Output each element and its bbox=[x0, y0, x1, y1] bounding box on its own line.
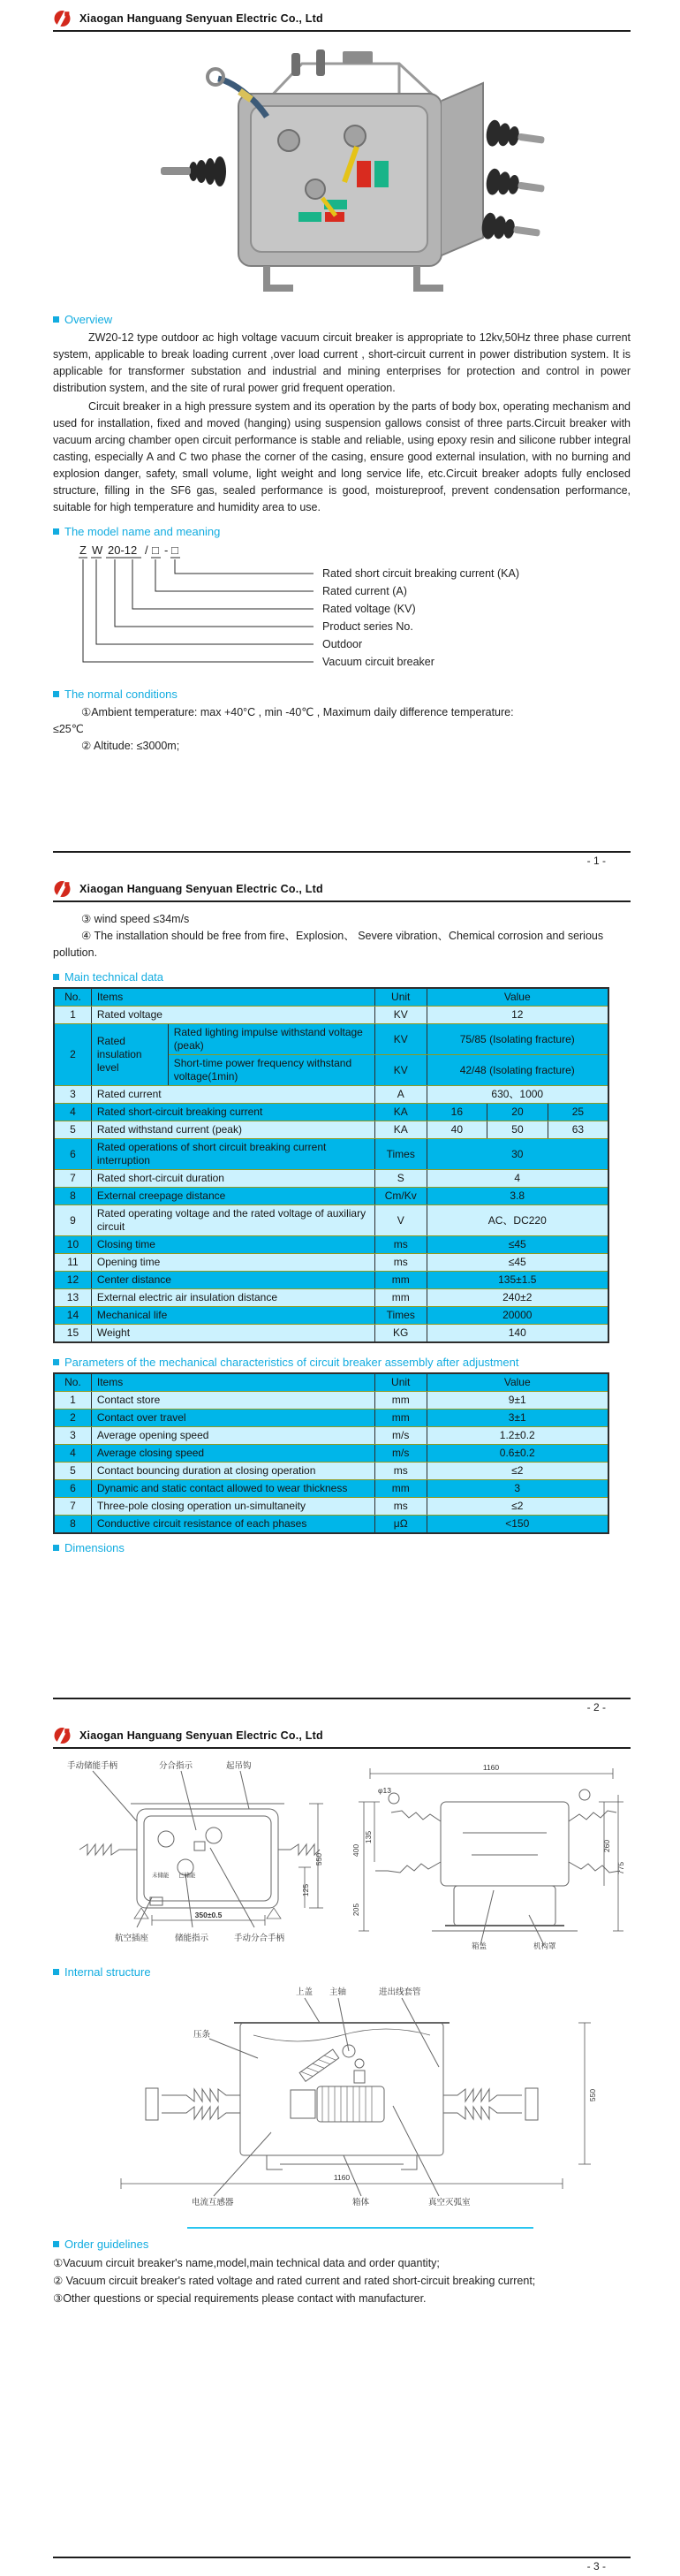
condition-1: ①Ambient temperature: max +40°C , min -40℃ , Maximum daily difference temperature: bbox=[81, 706, 514, 718]
dim-205: 205 bbox=[351, 1903, 360, 1917]
label-main-shaft: 主轴 bbox=[329, 1987, 347, 1997]
model-code-slash: / bbox=[145, 543, 148, 557]
section-heading-model bbox=[53, 525, 631, 538]
bullet-square-icon bbox=[53, 316, 59, 323]
table-row: 7 Rated short-circuit duration S 4 bbox=[54, 1170, 608, 1188]
bullet-square-icon bbox=[53, 974, 59, 980]
table-row: 12 Center distance mm 135±1.5 bbox=[54, 1272, 608, 1289]
tag-charged: 已储能 bbox=[178, 1873, 196, 1879]
table-row: 8 External creepage distance Cm/Kv 3.8 bbox=[54, 1188, 608, 1205]
overview-paragraph-2: Circuit breaker in a high pressure system and its operation by the parts of body box, operating mechanism and used for installation, fixed and moved (hanging) using suspension gallows consist of three parts.Circuit breaker with vacuum arcing chamber open circuit performance is stable and reliable, using epoxy resin and silicone rubber integral casting, especially A and C two phase the corner of the casing, ensure good external insulation, with no burning and explosion danger, safety, small volume, light weight and long service life, etc.Circuit breaker adopts fully enclosed structure, filling in the SF6 gas, sealed performance is good, moistureproof, prevent condensation performance, suitable for high temperature and humidity area to use. bbox=[53, 400, 631, 513]
technical-data-table bbox=[53, 987, 609, 1343]
page3-content bbox=[53, 1752, 631, 2307]
dim-1160-internal: 1160 bbox=[333, 2173, 351, 2182]
page1-content bbox=[53, 35, 631, 755]
overview-heading-label: Overview bbox=[64, 313, 113, 326]
company-name: Xiaogan Hanguang Senyuan Electric Co., Ltd bbox=[79, 12, 323, 25]
table-header-row bbox=[54, 988, 608, 1007]
dim-400: 400 bbox=[351, 1843, 360, 1858]
condition-3: ③ wind speed ≤34m/s bbox=[81, 913, 190, 925]
mech-heading-label: Parameters of the mechanical characteristics of circuit breaker assembly after adjustment bbox=[64, 1356, 519, 1369]
table-row: 2 Rated insulation level Rated lighting impulse withstand voltage (peak) KV 75/85 (Isolating fracture) bbox=[54, 1024, 608, 1055]
section-heading-internal bbox=[53, 1965, 631, 1979]
product-photo bbox=[53, 48, 631, 304]
section-heading-tech-data bbox=[53, 970, 631, 984]
tech-heading-label: Main technical data bbox=[64, 970, 164, 984]
dim-135: 135 bbox=[364, 1830, 373, 1844]
table-row: Short-time power frequency withstand voltage(1min) KV 42/48 (Isolating fracture) bbox=[54, 1055, 608, 1086]
page-header bbox=[53, 1724, 631, 1749]
dim-550: 550 bbox=[314, 1852, 323, 1866]
section-heading-conditions bbox=[53, 688, 631, 701]
label-mechanism-cover: 机构罩 bbox=[533, 1941, 556, 1950]
bullet-square-icon bbox=[53, 2241, 59, 2247]
bullet-square-icon bbox=[53, 1969, 59, 1975]
page2-content bbox=[53, 906, 631, 1558]
order-item-2: ② Vacuum circuit breaker's rated voltage and rated current and rated short-circuit breaking current; bbox=[53, 2275, 536, 2287]
model-label-rated-voltage: Rated voltage (KV) bbox=[322, 603, 416, 615]
order-item-3: ③Other questions or special requirements please contact with manufacturer. bbox=[53, 2292, 427, 2305]
table-row: 1 Contact store mm 9±1 bbox=[54, 1392, 608, 1410]
order-heading-label: Order guidelines bbox=[64, 2238, 149, 2251]
bullet-square-icon bbox=[53, 528, 59, 535]
dimension-drawing-side bbox=[348, 1758, 631, 1957]
section-heading-order bbox=[53, 2238, 631, 2251]
dim-260: 260 bbox=[602, 1839, 611, 1853]
table-row: 7 Three-pole closing operation un-simultaneity ms ≤2 bbox=[54, 1498, 608, 1516]
bullet-square-icon bbox=[53, 1359, 59, 1365]
table-row: 10 Closing time ms ≤45 bbox=[54, 1236, 608, 1254]
table-row: 8 Conductive circuit resistance of each phases μΩ <150 bbox=[54, 1516, 608, 1534]
page-header bbox=[53, 878, 631, 902]
table-row: 3 Average opening speed m/s 1.2±0.2 bbox=[54, 1427, 608, 1445]
model-label-breaking-current: Rated short circuit breaking current (KA) bbox=[322, 567, 520, 580]
label-box-cover: 箱盖 bbox=[472, 1941, 487, 1950]
tag-not-charged: 未储能 bbox=[152, 1873, 170, 1879]
col-value: Value bbox=[427, 988, 608, 1007]
table-row: 5 Contact bouncing duration at closing operation ms ≤2 bbox=[54, 1463, 608, 1480]
table-row: 11 Opening time ms ≤45 bbox=[54, 1254, 608, 1272]
table-row: 4 Average closing speed m/s 0.6±0.2 bbox=[54, 1445, 608, 1463]
table-row: 9 Rated operating voltage and the rated voltage of auxiliary circuit V AC、DC220 bbox=[54, 1205, 608, 1236]
label-vacuum-chamber: 真空灭弧室 bbox=[428, 2198, 471, 2207]
page3-number: - 3 - bbox=[586, 2560, 606, 2572]
model-naming-diagram bbox=[53, 542, 627, 674]
dim-1160-top: 1160 bbox=[482, 1763, 500, 1772]
company-logo-icon bbox=[53, 1727, 73, 1744]
mechanical-characteristics-table bbox=[53, 1372, 609, 1534]
label-box-body: 箱体 bbox=[352, 2198, 370, 2207]
conditions-heading-label: The normal conditions bbox=[64, 688, 178, 701]
dimensions-heading-label: Dimensions bbox=[64, 1541, 125, 1554]
model-label-outdoor: Outdoor bbox=[322, 638, 363, 650]
model-code-z: Z bbox=[79, 543, 87, 557]
model-label-rated-current: Rated current (A) bbox=[322, 585, 407, 597]
dim-phi13: φ13 bbox=[378, 1786, 391, 1795]
label-top-cover: 上盖 bbox=[296, 1987, 314, 1997]
model-label-vacuum: Vacuum circuit breaker bbox=[322, 656, 434, 668]
col-items: Items bbox=[91, 988, 374, 1007]
col-no: No. bbox=[54, 988, 91, 1007]
section-heading-overview bbox=[53, 313, 631, 326]
condition-4: ④ The installation should be free from fire、Explosion、 Severe vibration、Chemical corrosion and serious pollution. bbox=[53, 930, 604, 959]
model-code-box1: □ bbox=[152, 543, 159, 557]
dimension-drawing-front bbox=[53, 1758, 344, 1957]
internal-heading-label: Internal structure bbox=[64, 1965, 151, 1979]
label-inlet-outlet-bushing: 进出线套管 bbox=[379, 1987, 421, 1997]
table-row: 6 Dynamic and static contact allowed to wear thickness mm 3 bbox=[54, 1480, 608, 1498]
table-row: 14 Mechanical life Times 20000 bbox=[54, 1307, 608, 1325]
internal-structure-drawing bbox=[68, 1982, 616, 2219]
table-row: 13 External electric air insulation distance mm 240±2 bbox=[54, 1289, 608, 1307]
company-name: Xiaogan Hanguang Senyuan Electric Co., Ltd bbox=[79, 1729, 323, 1742]
page1-footer bbox=[53, 851, 631, 867]
condition-1b: ≤25℃ bbox=[53, 723, 84, 735]
company-logo-icon bbox=[53, 880, 73, 898]
page2-footer bbox=[53, 1698, 631, 1714]
table-row: 4 Rated short-circuit breaking current KA 16 20 25 bbox=[54, 1104, 608, 1121]
circuit-breaker-photo-illustration bbox=[134, 48, 549, 300]
figure-underline bbox=[187, 2227, 533, 2229]
order-item-1: ①Vacuum circuit breaker's name,model,main technical data and order quantity; bbox=[53, 2257, 440, 2269]
model-code-w: W bbox=[92, 543, 103, 557]
conditions-list bbox=[53, 704, 631, 755]
table-header-row: No. Items Unit Value bbox=[54, 1373, 608, 1392]
page3-footer bbox=[53, 2557, 631, 2572]
table-row: 6 Rated operations of short circuit breaking current interruption Times 30 bbox=[54, 1139, 608, 1170]
label-aviation-socket: 航空插座 bbox=[115, 1934, 149, 1943]
label-open-close-indicator: 分合指示 bbox=[159, 1761, 193, 1771]
dim-775: 775 bbox=[616, 1861, 625, 1875]
dim-550-internal: 550 bbox=[588, 2088, 597, 2102]
table-row: 15 Weight KG 140 bbox=[54, 1325, 608, 1343]
model-code-dash: - bbox=[164, 543, 169, 557]
dim-350: 350±0.5 bbox=[194, 1911, 223, 1919]
page2-number: - 2 - bbox=[586, 1701, 606, 1714]
label-current-transformer: 电流互感器 bbox=[192, 2198, 234, 2207]
company-logo-icon bbox=[53, 10, 73, 27]
model-label-series-no: Product series No. bbox=[322, 620, 413, 633]
label-press-strip: 压条 bbox=[193, 2030, 211, 2040]
col-unit: Unit bbox=[374, 988, 427, 1007]
model-code-box2: □ bbox=[171, 543, 178, 557]
dim-125: 125 bbox=[301, 1883, 310, 1897]
table-row: 5 Rated withstand current (peak) KA 40 50 63 bbox=[54, 1121, 608, 1139]
table-row: 2 Contact over travel mm 3±1 bbox=[54, 1410, 608, 1427]
label-manual-energy-handle: 手动储能手柄 bbox=[67, 1761, 118, 1771]
page-1 bbox=[0, 0, 680, 870]
page-2 bbox=[0, 870, 680, 1717]
condition-2: ② Altitude: ≤3000m; bbox=[81, 740, 180, 752]
page-3 bbox=[0, 1717, 680, 2576]
overview-paragraph-1: ZW20-12 type outdoor ac high voltage vacuum circuit breaker is appropriate to 12kv,50Hz three phase current system, applicable to break loading current ,over load current , short-circuit current in power distribution system. It is applicable for transformer substation and industrial and mining enterprises for protection and control in power distribution system, and the site of rural power grid frequent operation. bbox=[53, 331, 631, 394]
label-manual-switch-handle: 手动分合手柄 bbox=[234, 1934, 285, 1943]
bullet-square-icon bbox=[53, 691, 59, 697]
company-name: Xiaogan Hanguang Senyuan Electric Co., Ltd bbox=[79, 883, 323, 895]
label-lifting-hook: 起吊钩 bbox=[226, 1761, 252, 1771]
model-code-number: 20-12 bbox=[108, 543, 138, 557]
model-heading-label: The model name and meaning bbox=[64, 525, 221, 538]
section-heading-mech bbox=[53, 1356, 631, 1369]
bullet-square-icon bbox=[53, 1545, 59, 1551]
internal-structure-figure bbox=[53, 1982, 631, 2229]
page1-number: - 1 - bbox=[586, 855, 606, 867]
table-row: 1 Rated voltage KV 12 bbox=[54, 1007, 608, 1024]
section-heading-dimensions bbox=[53, 1541, 631, 1554]
label-energy-indicator: 储能指示 bbox=[175, 1934, 209, 1943]
table-row: 3 Rated current A 630、1000 bbox=[54, 1086, 608, 1104]
page-header bbox=[53, 7, 631, 32]
